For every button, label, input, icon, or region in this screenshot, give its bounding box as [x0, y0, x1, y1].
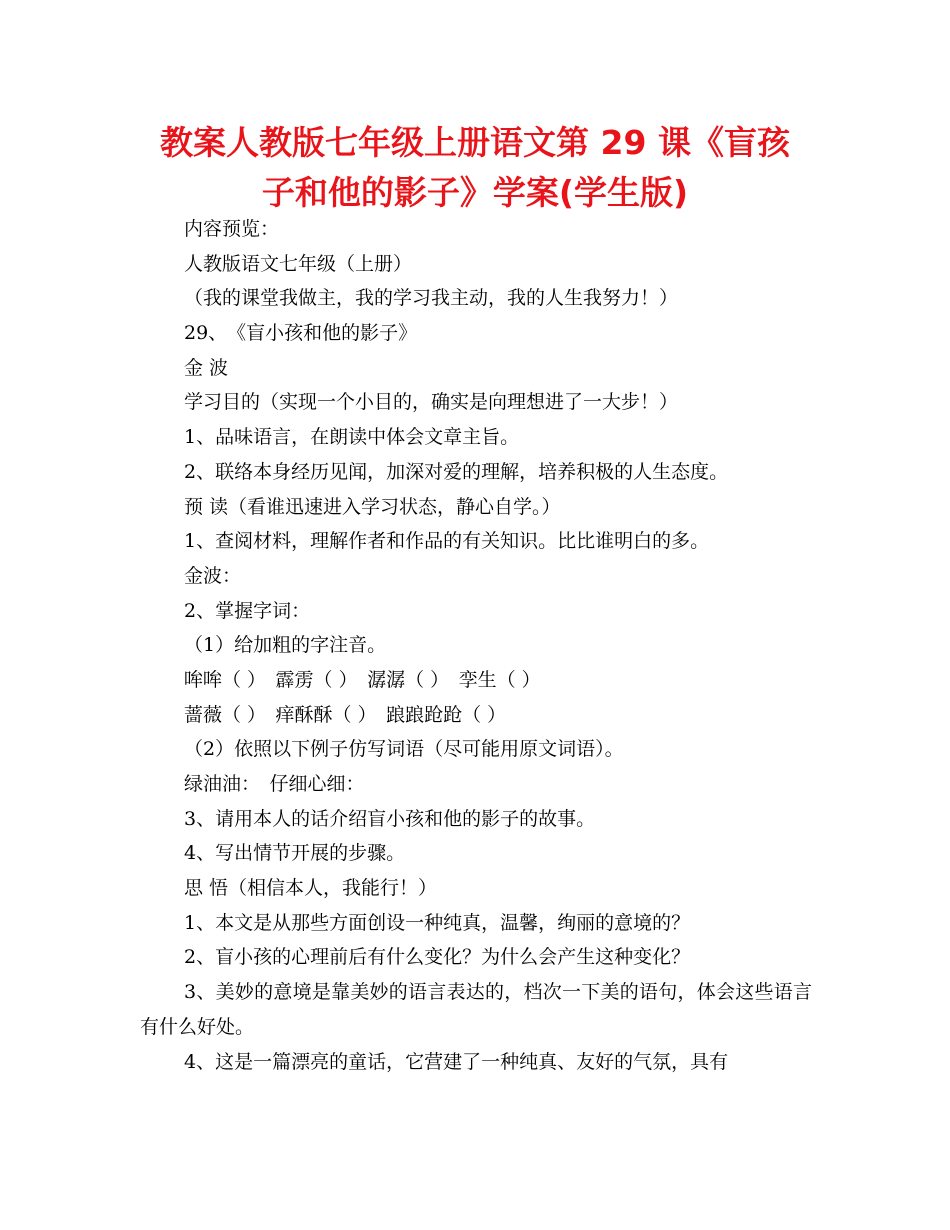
example-line: 绿油油： 仔细心细： [184, 773, 365, 795]
lesson-title: 29、 《盲小孩和他的影子》 [184, 322, 418, 345]
motto: （我的课堂我做主，我的学习我主动，我的人生我努力！） [184, 287, 679, 310]
goal-item: 2、联络本身经历见闻，加深对爱的理解，培养积极的人生态度。 [184, 460, 729, 483]
title-line-2: 子和他的影子》学案(学生版) [261, 173, 689, 212]
preview-item: 2、掌握字词： [184, 599, 311, 622]
preview-label: 内容预览： [184, 218, 280, 240]
preview-item: 3、请用本人的话介绍盲小孩和他的影子的故事。 [184, 807, 596, 830]
question-item: 2、盲小孩的心理前后有什么变化？为什么会产生这种变化？ [184, 946, 691, 969]
vocab-line: 哞哞（ ） 霹雳（ ） 潺潺（ ） 孪生（ ） [184, 668, 541, 691]
author: 金 波 [184, 356, 229, 379]
vocab-line: 蔷薇（ ） 痒酥酥（ ） 踉踉跄跄（ ） [184, 703, 507, 726]
sub-item: （1）给加粗的字注音。 [184, 634, 387, 657]
sub-item: （2）依照以下例子仿写词语（尽可能用原文词语）。 [184, 738, 624, 761]
preview-item: 1、查阅材料，理解作者和作品的有关知识。比比谁明白的多。 [184, 530, 710, 553]
section-heading-goals: 学习目的（实现一个小目的，确实是向理想进了一大步！） [184, 391, 679, 414]
preview-item: 4、写出情节开展的步骤。 [184, 842, 406, 865]
section-heading-preview: 预 读（看谁迅速进入学习状态，静心自学。） [184, 495, 561, 518]
document-title [140, 118, 810, 218]
goal-item: 1、品味语言，在朗读中体会文章主旨。 [184, 426, 520, 449]
question-item: 4、这是一篇漂亮的童话，它营建了一种纯真、友好的气氛，具有 [184, 1050, 729, 1073]
title-line-1: 教案人教版七年级上册语文第 29 课《盲孩 [160, 123, 790, 162]
question-item: 3、美妙的意境是靠美妙的语言表达的，档次一下美的语句，体会这些语言有什么好处。 [140, 981, 812, 1038]
section-heading-reflect: 思 悟（相信本人，我能行！） [184, 877, 438, 900]
textbook-name: 人教版语文七年级（上册） [184, 252, 413, 275]
author-label: 金波： [184, 564, 242, 587]
question-item: 1、本文是从那些方面创设一种纯真，温馨，绚丽的意境的？ [184, 911, 691, 934]
document-body [140, 212, 812, 1079]
